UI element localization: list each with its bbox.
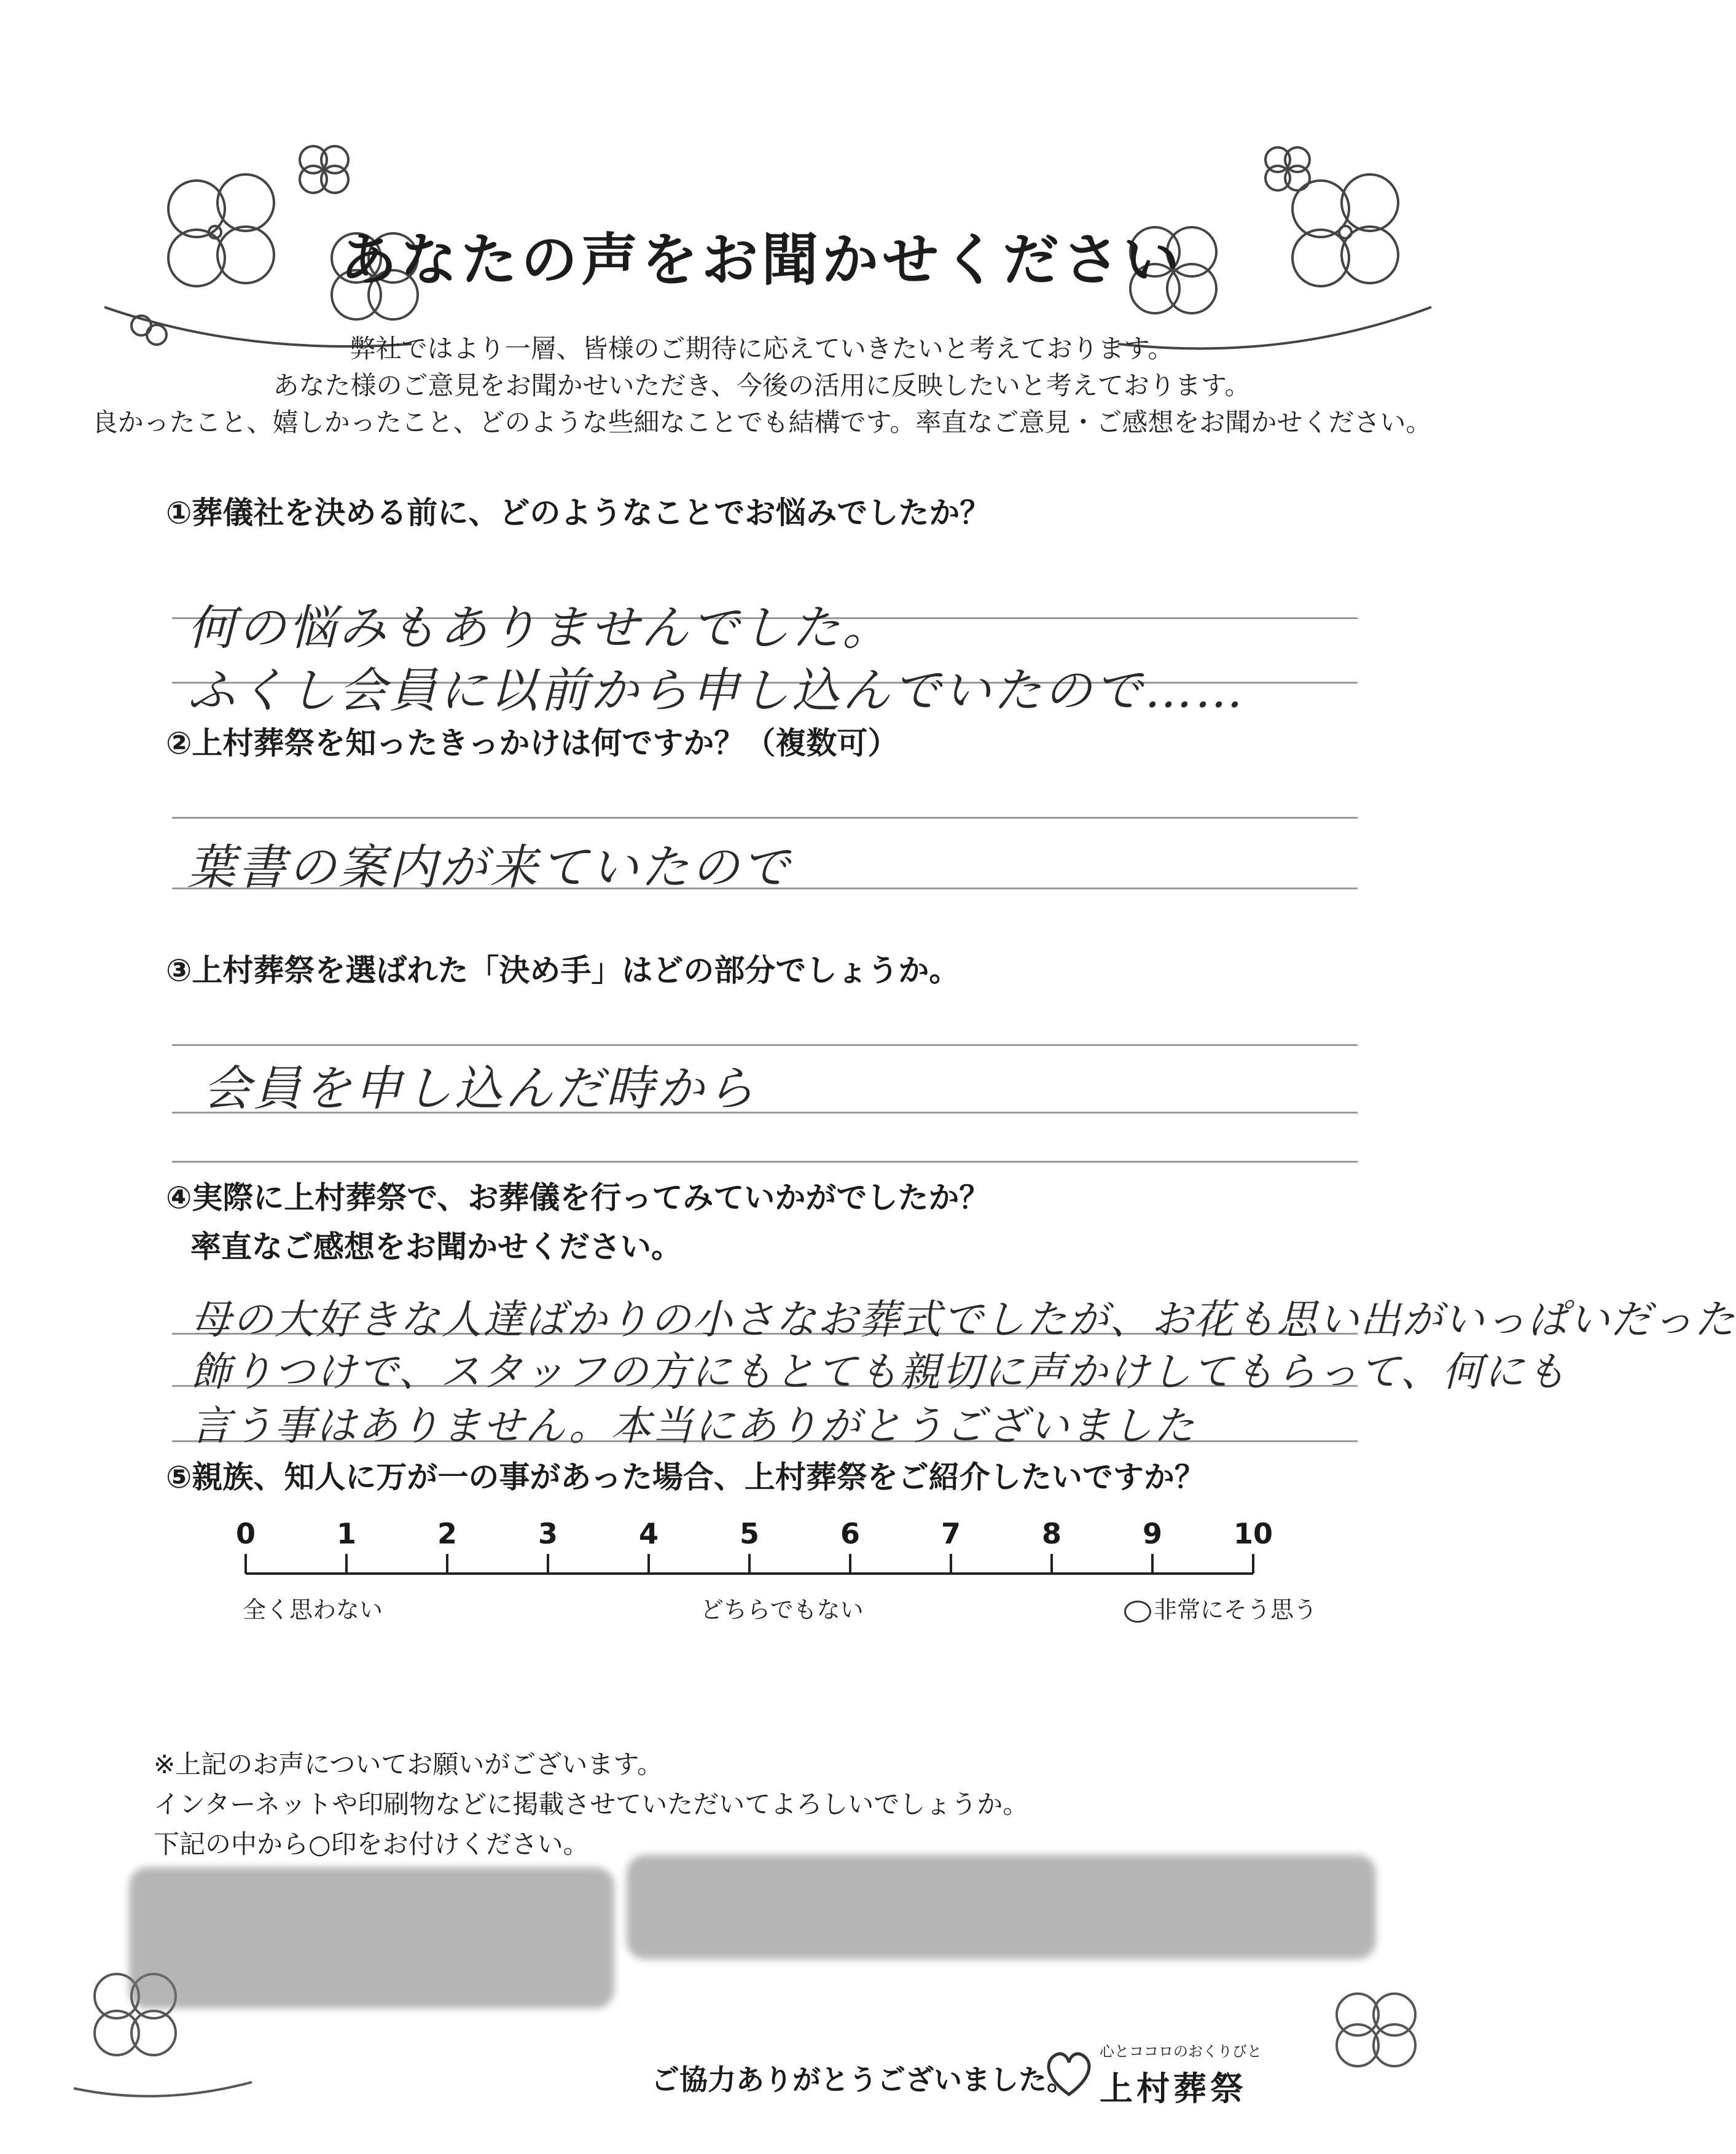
- scale-tick-label: 6: [840, 1517, 861, 1550]
- scale-tick: [1050, 1554, 1053, 1574]
- scale-tick: [748, 1554, 751, 1574]
- answer-4-line-3: 言う事はありません。本当にありがとうございました: [190, 1402, 1195, 1450]
- scale-tick-label: 3: [538, 1517, 558, 1550]
- brand-tagline: 心とココロのおくりびと: [1100, 2043, 1262, 2060]
- scale-tick: [1252, 1554, 1254, 1574]
- scale-tick: [547, 1554, 549, 1574]
- scale-right-label: 非常にそう思う: [1124, 1591, 1317, 1625]
- intro-line-2: あなた様のご意見をお聞かせいただき、今後の活用に反映したいと考えております。: [273, 370, 1251, 400]
- notice-line-3: 下記の中から○印をお付けください。: [154, 1829, 589, 1859]
- rating-scale: [0, 1517, 1523, 1677]
- scale-tick-label: 10: [1233, 1517, 1273, 1550]
- scale-tick-label: 7: [940, 1517, 961, 1550]
- question-3: ③上村葬祭を選ばれた「決め手」はどの部分でしょうか。: [166, 953, 960, 988]
- scale-tick: [647, 1554, 650, 1574]
- answer-rule: [172, 1044, 1358, 1046]
- redacted-area: [627, 1855, 1376, 1959]
- question-4: ④実際に上村葬祭で、お葬儀を行ってみていかがでしたか？: [166, 1180, 990, 1216]
- answer-1-line-1: 何の悩みもありませんでした。: [187, 601, 893, 656]
- scale-tick: [244, 1554, 247, 1574]
- redacted-area: [129, 1867, 614, 2008]
- selected-circle-icon: [1124, 1601, 1151, 1623]
- scale-tick-label: 9: [1142, 1517, 1163, 1550]
- heart-logo-icon: [1044, 2045, 1093, 2101]
- scale-left-label: 全く思わない: [243, 1596, 383, 1623]
- answer-3-line-1: 会員を申し込んだ時から: [203, 1061, 757, 1117]
- notice-line-1: ※上記のお声についてお願いがございます。: [154, 1749, 663, 1779]
- scale-tick-label: 2: [437, 1517, 458, 1550]
- scale-mid-label: どちらでもない: [700, 1596, 864, 1623]
- question-2: ②上村葬祭を知ったきっかけは何ですか？（複数可）: [166, 725, 899, 761]
- answer-1-line-2: ふくし会員に以前から申し込んでいたので……: [187, 663, 1246, 719]
- clover-bottom-right-icon: [1278, 1978, 1474, 2101]
- brand-name: 上村葬祭: [1100, 2069, 1247, 2108]
- question-1: ①葬儀社を決める前に、どのようなことでお悩みでしたか？: [166, 495, 991, 531]
- brand-logo: [1044, 2033, 1278, 2119]
- scale-tick-label: 4: [638, 1517, 659, 1550]
- scale-tick: [849, 1554, 851, 1574]
- intro-line-3: 良かったこと、嬉しかったこと、どのような些細なことでも結構です。率直なご意見・ご感想をお聞かせください。: [92, 407, 1432, 437]
- footer-thanks: ご協力ありがとうございました。: [651, 2063, 1075, 2096]
- answer-rule: [172, 817, 1358, 819]
- scale-tick: [1151, 1554, 1154, 1574]
- scale-tick-label: 0: [235, 1517, 256, 1550]
- answer-4-line-1: 母の大好きな人達ばかりの小さなお葬式でしたが、お花も思い出がいっぱいだった: [190, 1296, 1736, 1343]
- question-5: ⑤親族、知人に万が一の事があった場合、上村葬祭をご紹介したいですか？: [166, 1459, 1205, 1495]
- intro-line-1: 弊社ではより一層、皆様のご期待に応えていきたいと考えております。: [350, 334, 1174, 364]
- answer-rule: [172, 1161, 1358, 1163]
- answer-2-line-1: 葉書の案内が来ていたので: [187, 840, 792, 896]
- scale-tick: [345, 1554, 348, 1574]
- notice-line-2: インターネットや印刷物などに掲載させていただいてよろしいでしょうか。: [154, 1789, 1029, 1819]
- scale-tick: [446, 1554, 448, 1574]
- scale-tick-label: 5: [739, 1517, 760, 1550]
- scale-tick-label: 8: [1041, 1517, 1062, 1550]
- scale-tick-label: 1: [336, 1517, 357, 1550]
- scale-tick: [950, 1554, 952, 1574]
- question-4-sub: 率直なご感想をお聞かせください。: [190, 1229, 682, 1265]
- page-title: あなたの声をお聞かせください: [340, 227, 1183, 293]
- answer-4-line-2: 飾りつけで、スタッフの方にもとても親切に声かけしてもらって、何にも: [190, 1348, 1568, 1395]
